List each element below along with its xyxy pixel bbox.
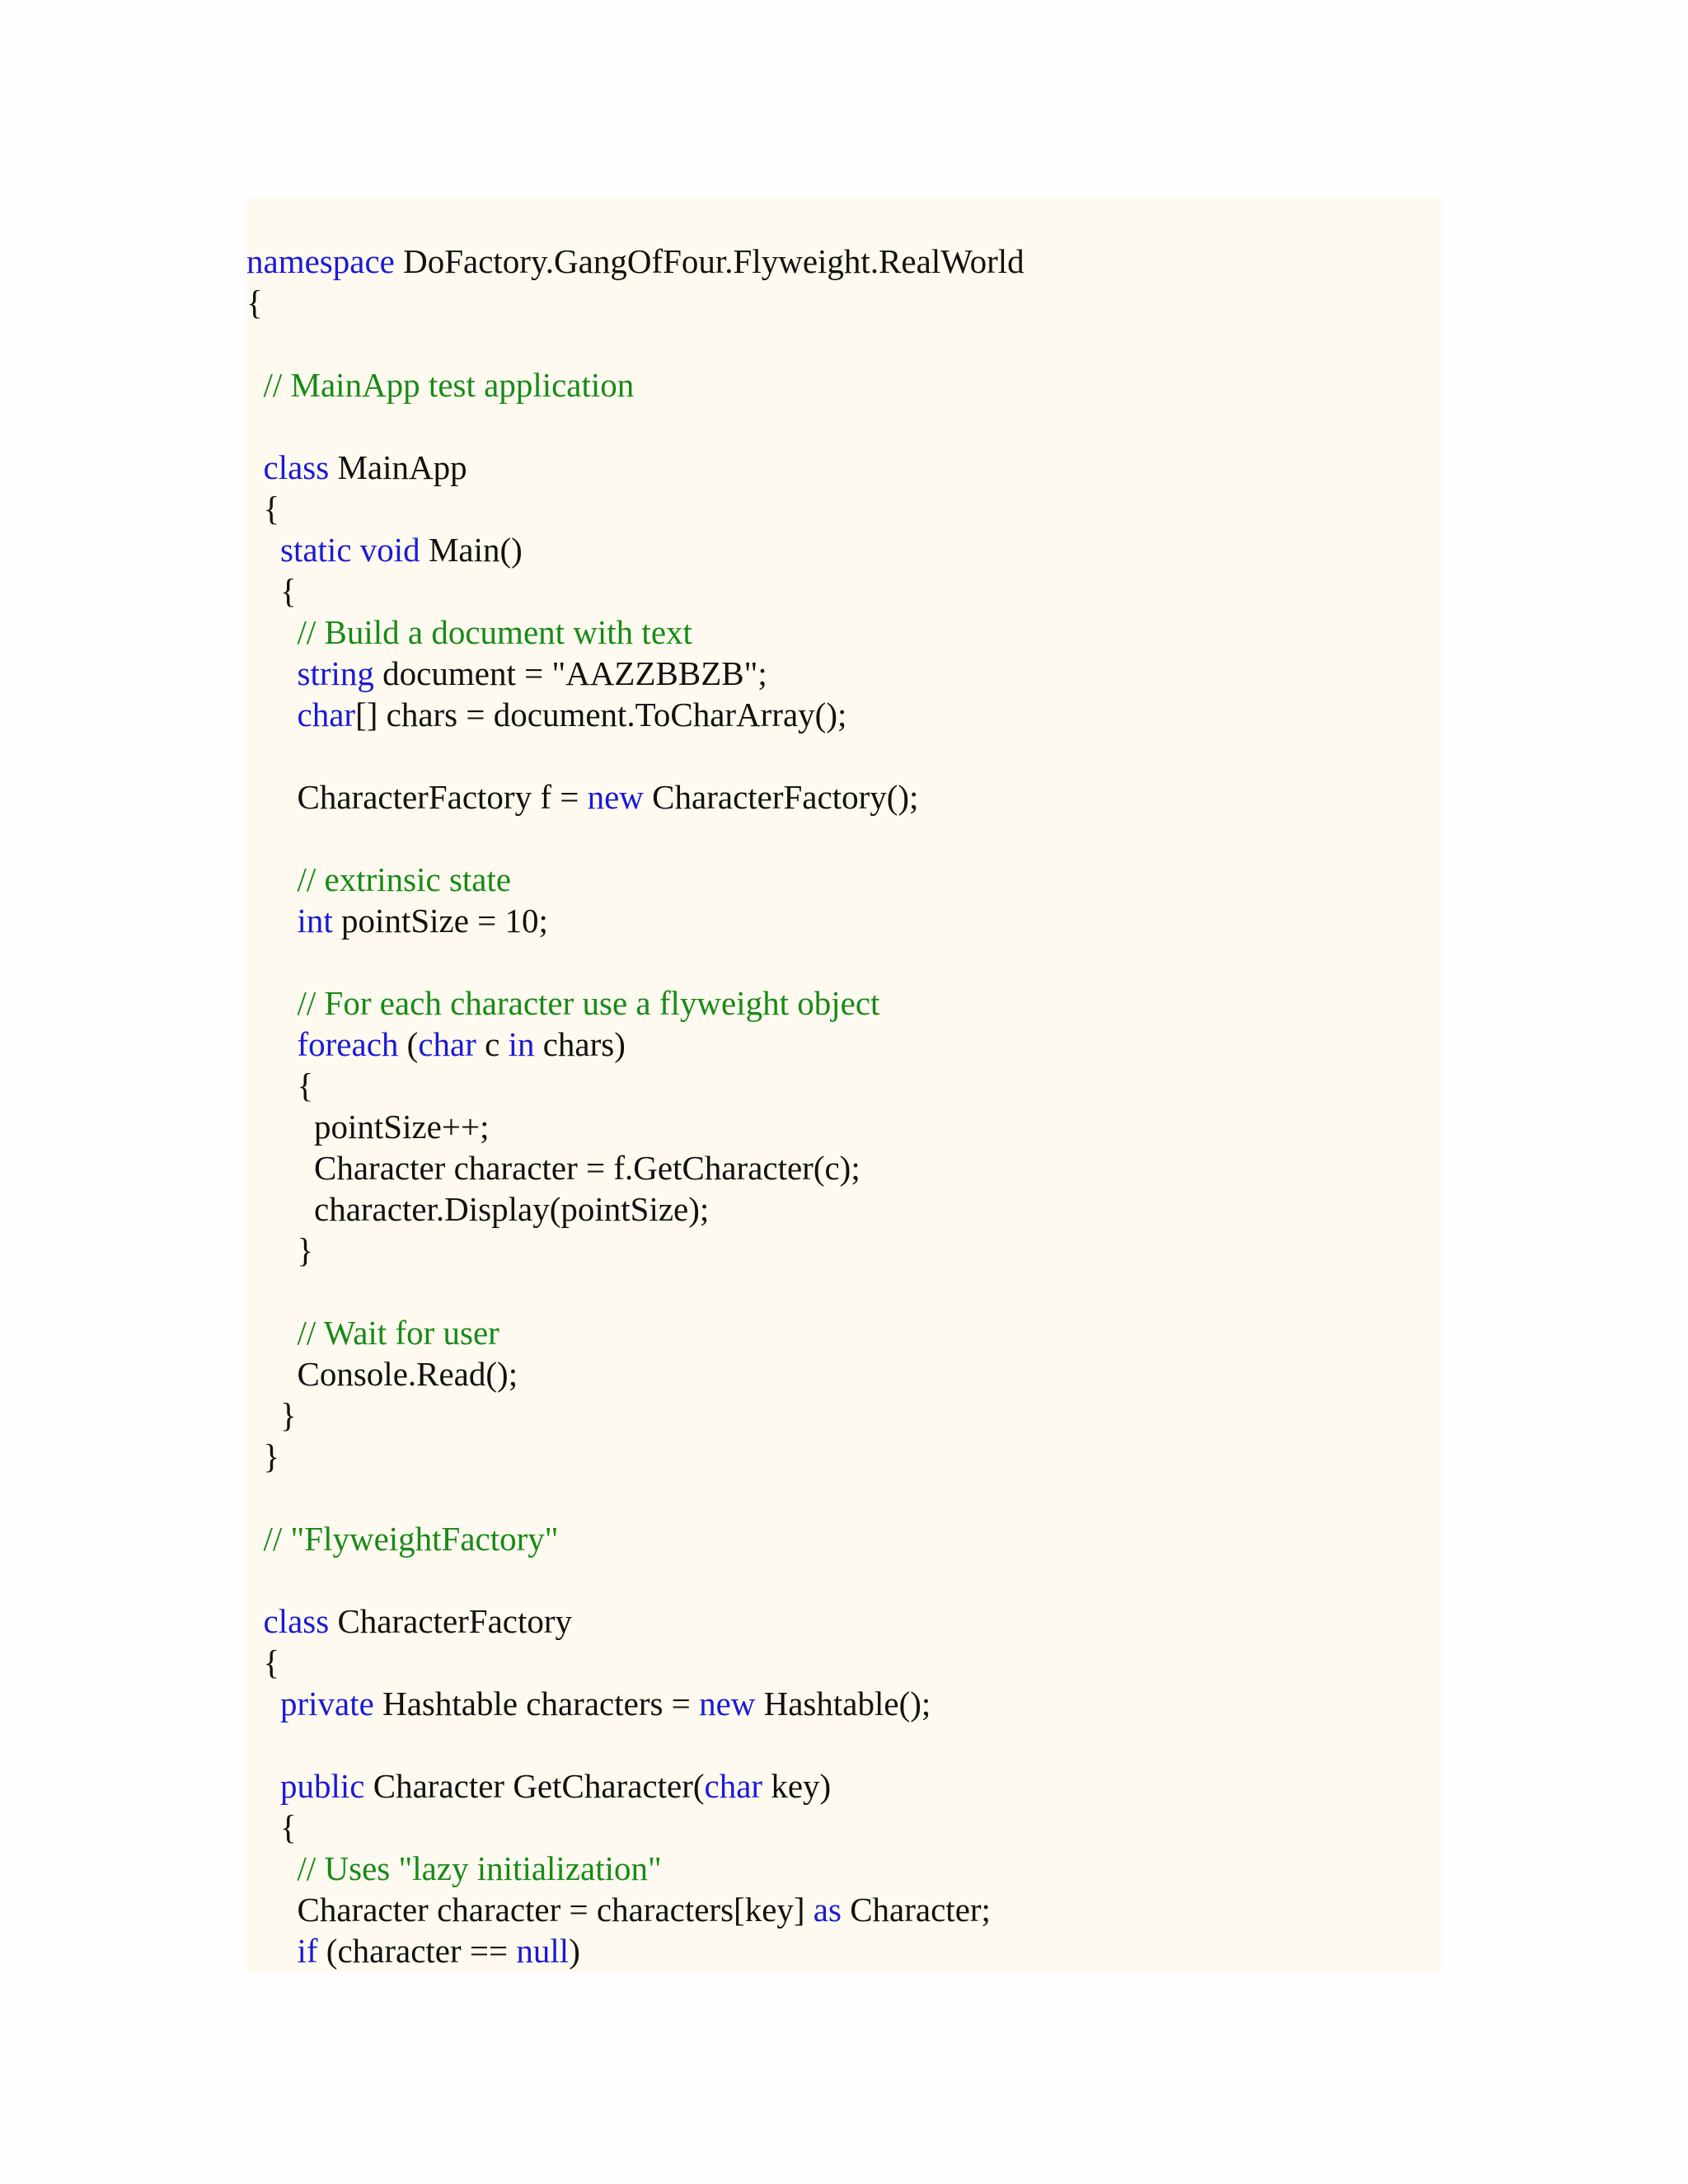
code-text-token: Character; [841,1891,991,1929]
code-text-token [246,531,280,569]
code-text-token [246,654,298,692]
code-line [246,1312,1025,1353]
code-text-token: pointSize = 10; [332,902,548,940]
code-line [246,364,1025,405]
keyword-token: if [297,1932,318,1970]
code-text-token [246,696,298,733]
code-line [246,1601,1025,1642]
code-text-token [246,1314,298,1352]
code-text-token: character.Display(pointSize); [246,1190,710,1228]
code-line [246,941,1025,982]
code-line [246,1848,1025,1889]
code-line [246,1930,1025,1971]
comment-token: // For each character use a flyweight object [297,984,880,1022]
code-line [246,1436,1025,1477]
comment-token: // "FlyweightFactory" [263,1520,559,1558]
keyword-token: private [280,1685,374,1722]
keyword-token: class [263,1602,330,1640]
code-block [246,198,1442,1971]
code-text-token: { [246,490,280,527]
code-line [246,1353,1025,1394]
code-text-token: { [246,1808,297,1846]
keyword-token: foreach [297,1025,399,1063]
code-text-token: { [246,1066,314,1104]
code-text-token: MainApp [329,448,467,486]
code-line [246,818,1025,859]
code-line [246,1394,1025,1436]
code-text-token: CharacterFactory(); [643,778,919,816]
code-text-token: { [246,1643,280,1681]
code-text-token: } [246,1231,314,1269]
code-line [246,859,1025,900]
comment-token: // Build a document with text [297,613,692,651]
code-listing [246,241,1025,1971]
code-text-token [246,1025,298,1063]
code-text-token: chars) [534,1025,626,1063]
code-line [246,529,1025,570]
keyword-token: char [418,1025,476,1063]
keyword-token: new [587,778,644,816]
code-text-token: Hashtable(); [755,1685,931,1722]
code-text-token [246,902,298,940]
comment-token: // MainApp test application [263,366,635,404]
code-text-token [246,613,298,651]
code-line [246,1106,1025,1147]
code-text-token [246,1932,298,1970]
code-text-token: } [246,1396,297,1434]
code-text-token: [] chars = document.ToCharArray(); [355,696,847,733]
code-text-token: Character character = characters[key] [246,1891,814,1929]
comment-token: // Uses "lazy initialization" [297,1849,662,1887]
code-text-token [246,860,298,898]
code-text-token [246,1849,298,1887]
code-text-token: Character GetCharacter( [364,1767,705,1805]
code-line [246,982,1025,1024]
code-line [246,447,1025,488]
keyword-token: namespace [246,242,395,280]
code-line [246,1147,1025,1188]
code-text-token: CharacterFactory f = [246,778,588,816]
code-line [246,694,1025,735]
code-text-token: Main() [420,531,523,569]
code-line [246,1765,1025,1807]
code-line [246,1683,1025,1724]
code-text-token [246,1767,280,1805]
keyword-token: new [699,1685,756,1722]
code-text-token: ( [398,1025,419,1063]
code-text-token [246,366,264,404]
code-line [246,612,1025,653]
code-text-token: Hashtable characters = [373,1685,700,1722]
code-text-token: (character == [317,1932,517,1970]
code-line [246,1024,1025,1065]
keyword-token: class [263,448,330,486]
code-line [246,1518,1025,1559]
keyword-token: in [508,1025,535,1063]
code-text-token: } [246,1437,280,1475]
keyword-token: int [297,902,333,940]
code-text-token [246,1602,264,1640]
code-line [246,570,1025,612]
code-line [246,1889,1025,1930]
code-line [246,1188,1025,1230]
code-line [246,488,1025,529]
code-text-token: { [246,284,263,321]
keyword-token: char [704,1767,763,1805]
code-text-token: pointSize++; [246,1108,490,1146]
code-line [246,241,1025,282]
keyword-token: string [297,654,374,692]
code-line [246,735,1025,776]
keyword-token: public [280,1767,365,1805]
code-line [246,1271,1025,1312]
keyword-token: null [516,1932,570,1970]
code-line [246,900,1025,941]
comment-token: // extrinsic state [297,860,512,898]
code-text-token [246,1685,280,1722]
code-line [246,1559,1025,1601]
keyword-token: as [813,1891,842,1929]
keyword-token: char [297,696,356,733]
comment-token: // Wait for user [297,1314,499,1352]
code-text-token: ) [569,1932,580,1970]
code-text-token [246,1520,264,1558]
code-text-token [246,448,264,486]
code-text-token: key) [762,1767,832,1805]
code-line [246,323,1025,364]
code-text-token: Console.Read(); [246,1355,518,1393]
code-line [246,1230,1025,1271]
code-text-token [246,984,298,1022]
code-text-token: CharacterFactory [329,1602,573,1640]
code-text-token: Character character = f.GetCharacter(c); [246,1149,860,1187]
code-line [246,1724,1025,1765]
code-text-token [352,531,360,569]
code-line [246,282,1025,323]
code-line [246,653,1025,694]
code-line [246,405,1025,447]
code-line [246,1642,1025,1683]
code-text-token: document = "AAZZBBZB"; [373,654,767,692]
code-text-token: { [246,572,297,610]
code-text-token: DoFactory.GangOfFour.Flyweight.RealWorld [394,242,1025,280]
code-text-token: c [476,1025,509,1063]
keyword-token: void [359,531,420,569]
code-line [246,1807,1025,1848]
code-line [246,1065,1025,1106]
code-line [246,1477,1025,1518]
keyword-token: static [280,531,352,569]
code-line [246,776,1025,818]
